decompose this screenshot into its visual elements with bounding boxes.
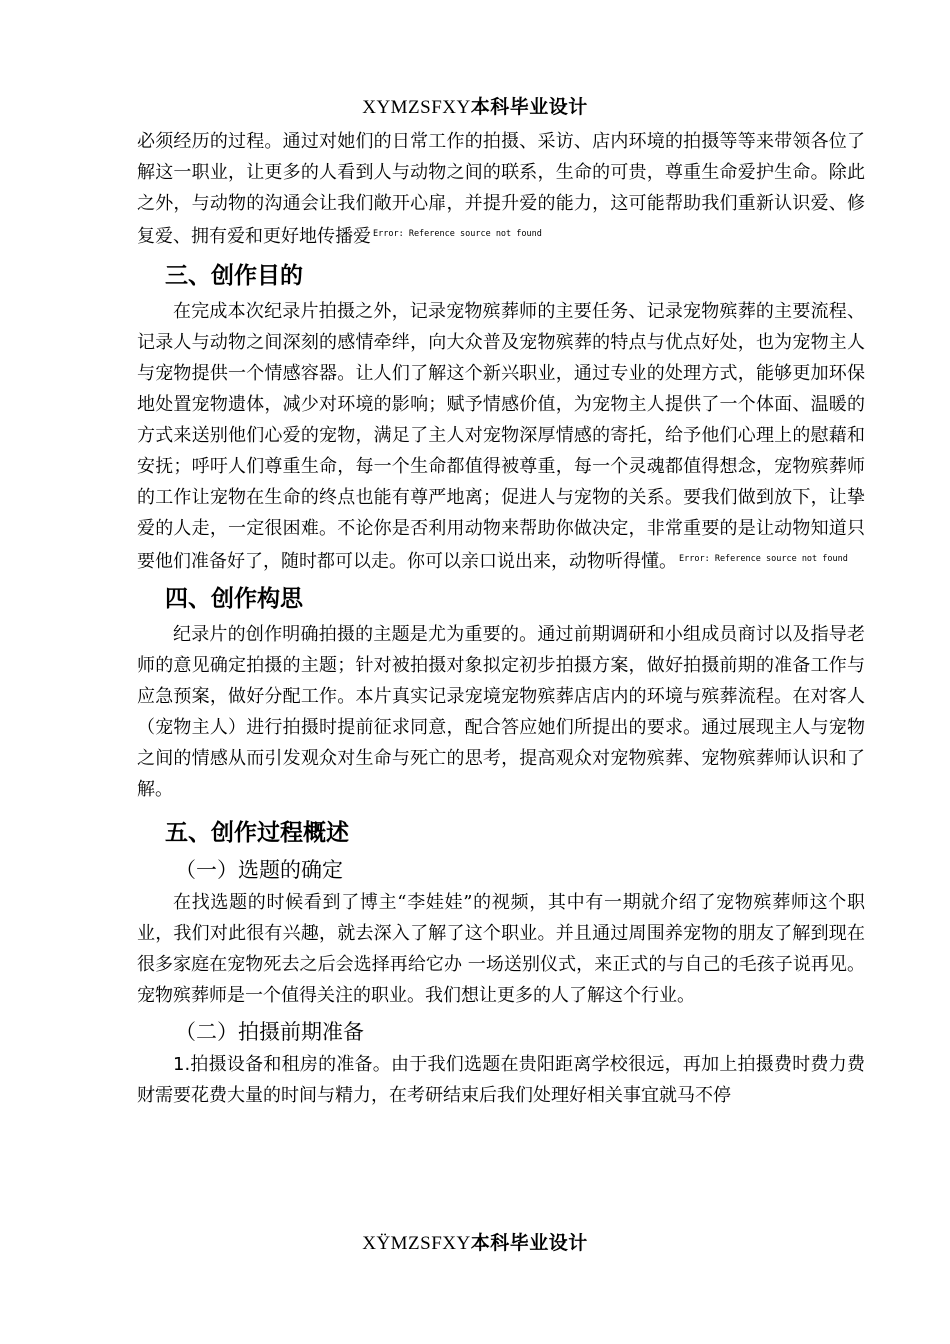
section4-paragraph: 纪录片的创作明确拍摄的主题是尤为重要的。通过前期调研和小组成员商讨以及指导老师的意见确定拍摄的主题；针对被拍摄对象拟定初步拍摄方案，做好拍摄前期的准备工作与应急预案，做好分配工作。本片真实记录宠境宠物殡葬店店内的环境与殡葬流程。在对客人（宠物主人）进行拍摄时提前征求同意，配合答应她们所提出的要求。通过展现主人与宠物之间的情感从而引发观众对生命与死亡的思考，提高观众对宠物殡葬、宠物殡葬师认识和了解。 [137, 624, 865, 800]
document-body [137, 126, 865, 1111]
subsection2-lead: 1.拍摄设备和租房的准备。 [173, 1054, 392, 1075]
header-cjk: 本科毕业设计 [470, 96, 588, 118]
subsection2-paragraph: 1.拍摄设备和租房的准备。由于我们选题在贵阳距离学校很远，再加上拍摄费时费力费财需要花费大量的时间与精力，在考研结束后我们处理好相关事宜就马不停 [137, 1054, 865, 1106]
section5-heading: 五、创作过程概述 [165, 820, 349, 846]
page-footer [0, 1228, 950, 1255]
section4-heading: 四、创作构思 [165, 586, 303, 612]
footer-latin: XŸMZSFXY [362, 1233, 471, 1254]
section3-paragraph: 在完成本次纪录片拍摄之外，记录宠物殡葬师的主要任务、记录宠物殡葬的主要流程、记录人与动物之间深刻的感情牵绊，向大众普及宠物殡葬的特点与优点好处，也为宠物主人与宠物提供一个情感容器。让人们了解这个新兴职业，通过专业的处理方式，能够更加环保地处置宠物遗体，减少对环境的影响；赋予情感价值，为宠物主人提供了一个体面、温暖的方式来送别他们心爱的宠物，满足了主人对宠物深厚情感的寄托，给予他们心理上的慰藉和安抚；呼吁人们尊重生命，每一个生命都值得被尊重，每一个灵魂都值得想念，宠物殡葬师的工作让宠物在生命的终点也能有尊严地离；促进人与宠物的关系。要我们做到放下，让挚爱的人走，一定很困难。不论你是否利用动物来帮助你做决定，非常重要的是让动物知道只要他们准备好了，随时都可以走。你可以亲口说出来，动物听得懂。 $^{Error: Reference source not found}$ [137, 301, 865, 572]
reference-error: Error: Reference source not found [679, 554, 848, 564]
footer-cjk: 本科毕业设计 [470, 1232, 588, 1254]
intro-paragraph: 必须经历的过程。通过对她们的日常工作的拍摄、采访、店内环境的拍摄等等来带领各位了解这一职业，让更多的人看到人与动物之间的联系，生命的可贵，尊重生命爱护生命。除此之外，与动物的沟通会让我们敞开心扉，并提升爱的能力，这可能帮助我们重新认识爱、修复爱、拥有爱和更好地传播爱 $^{Error: Reference source not found}$ [137, 131, 865, 247]
page-header [0, 92, 950, 119]
reference-error: Error: Reference source not found [373, 229, 542, 239]
subsection1-paragraph: 在找选题的时候看到了博主“李娃娃”的视频，其中有一期就介绍了宠物殡葬师这个职业，我们对此很有兴趣，就去深入了解了这个职业。并且通过周围养宠物的朋友了解到现在很多家庭在宠物死去之后会选择再给它办 一场送别仪式，来正式的与自己的毛孩子说再见。宠物殡葬师是一个值得关注的职业。我们想让更多的人了解这个行业。 [137, 892, 865, 1006]
subsection2-heading: （二）拍摄前期准备 [175, 1020, 364, 1044]
subsection1-heading: （一）选题的确定 [175, 858, 343, 882]
section3-heading: 三、创作目的 [165, 263, 303, 289]
header-latin: XYMZSFXY [362, 97, 471, 118]
